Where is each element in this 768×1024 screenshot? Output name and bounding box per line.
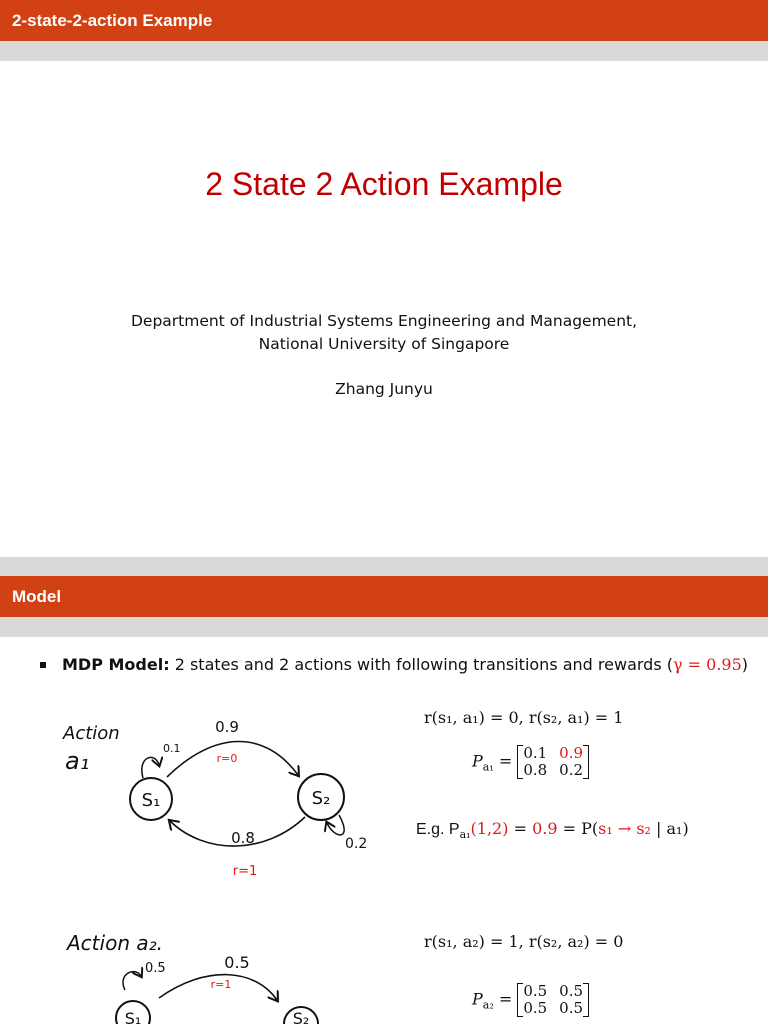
state-s2-label: S₂ [311, 788, 331, 809]
p-a2-cell: 0.5 [559, 999, 584, 1017]
self-loop-s1 [142, 757, 159, 778]
state2-s1-label: S₁ [124, 1009, 142, 1024]
eg-transition: s₁ → s₂ [598, 819, 651, 838]
p-a1-cell-highlight: 0.9 [559, 744, 584, 762]
eg-value: 0.9 [532, 819, 558, 838]
p-a2-cell: 0.5 [559, 982, 584, 1000]
p-a2-cell: 0.5 [523, 999, 548, 1017]
p-a2-cell: 0.5 [523, 982, 548, 1000]
author-name: Zhang Junyu [335, 380, 433, 398]
p2-11-label: 0.5 [145, 961, 166, 976]
slide1-header-bar [0, 0, 768, 41]
slide2-header-bar [0, 576, 768, 617]
p-21-label: 0.8 [231, 829, 255, 847]
bullet-marker [40, 662, 46, 668]
department-line2: National University of Singapore [258, 335, 510, 353]
slide2-header-title: Model [12, 587, 62, 606]
slide-title: 2 State 2 Action Example [205, 166, 563, 202]
diagram-action-a1 [55, 705, 385, 885]
p-a1-sub: a₁ [482, 760, 494, 774]
r2-12-label: r=1 [210, 978, 232, 991]
example-equation [416, 819, 689, 841]
p-a1-matrix [517, 745, 589, 779]
eg-sub: a₁ [459, 828, 471, 842]
eg-eq: = [508, 819, 533, 838]
eg-index: (1,2) [470, 819, 509, 838]
slide-gap [0, 557, 768, 576]
r-12-label: r=0 [216, 752, 238, 765]
p-a1-label: P [472, 751, 483, 771]
p-22-label: 0.2 [345, 836, 368, 852]
p-a1-cell: 0.2 [559, 761, 584, 779]
action2-label: Action a₂. [67, 931, 163, 955]
self-loop2-s1 [123, 972, 141, 990]
slide1-divider [0, 41, 768, 61]
slide2-divider [0, 617, 768, 637]
bullet-bold: MDP Model: [62, 655, 170, 674]
department-line1: Department of Industrial Systems Engineering and Management, [130, 312, 638, 330]
slide1-header-title: 2-state-2-action Example [12, 11, 213, 30]
rewards-a1: r(s₁, a₁) = 0, r(s₂, a₁) = 1 [424, 708, 624, 727]
p-a1-cell: 0.1 [523, 744, 548, 762]
p2-12-label: 0.5 [224, 953, 250, 972]
bullet-close: ) [741, 655, 749, 674]
action-name: a₁ [65, 747, 90, 775]
matrix-p-a2: $P_{a_2}$ = 0.5 0.5 0.5 0.5 [472, 983, 589, 1017]
diagram-action-a2 [55, 920, 385, 1024]
mdp-bullet [62, 655, 748, 674]
action-word: Action [63, 723, 120, 744]
p-a2-label: P [472, 989, 483, 1009]
eg-end: | a₁) [650, 819, 689, 838]
gamma-value: γ = 0.95 [673, 655, 742, 674]
p-a2-sub: a₂ [482, 998, 494, 1012]
eg-prefix: E.g. P [416, 821, 460, 838]
p-a2-matrix [517, 983, 589, 1017]
p-11-label: 0.1 [163, 742, 181, 755]
eg-mid: = P( [557, 819, 599, 838]
state-s1-label: S₁ [141, 790, 161, 811]
r-21-label: r=1 [232, 864, 258, 879]
p-12-label: 0.9 [215, 718, 239, 736]
rewards-a2: r(s₁, a₂) = 1, r(s₂, a₂) = 0 [424, 932, 624, 951]
bullet-text: 2 states and 2 actions with following transitions and rewards ( [169, 655, 673, 674]
p-a1-cell: 0.8 [523, 761, 548, 779]
matrix-p-a1: $P_{a_1}$ = 0.1 0.9 0.8 0.2 [472, 745, 589, 779]
state2-s2-label: S₂ [292, 1009, 310, 1024]
